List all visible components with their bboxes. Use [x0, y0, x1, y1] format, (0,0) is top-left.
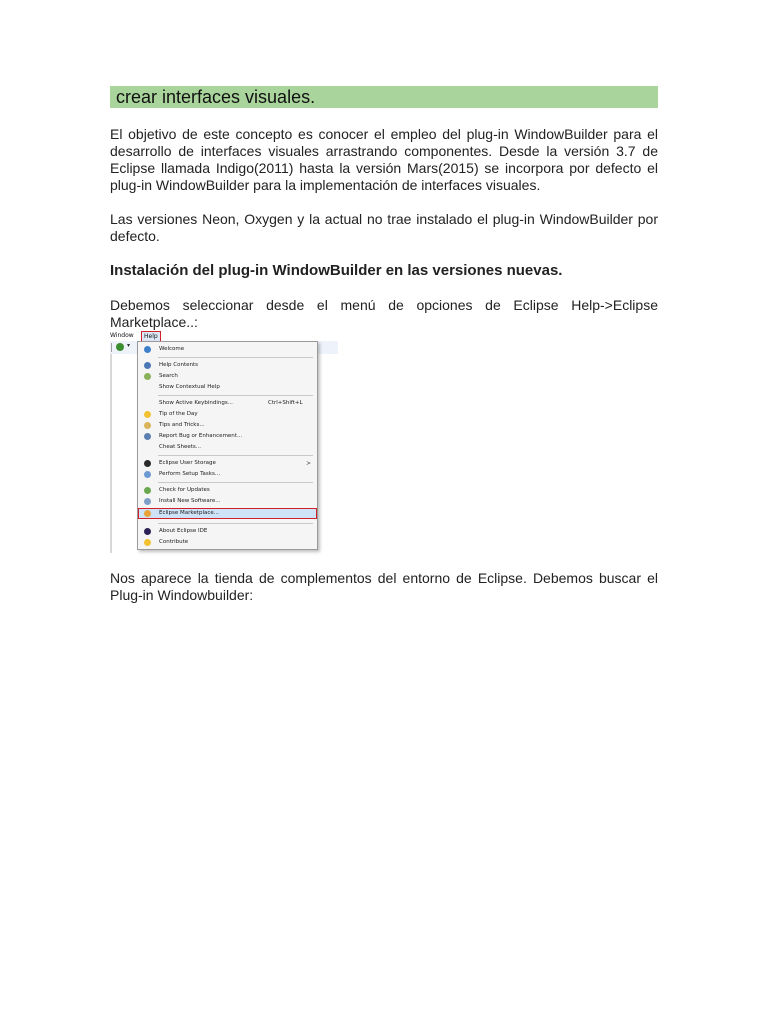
eclipse-icon [144, 528, 151, 535]
setup-tasks-icon [144, 471, 151, 478]
run-icon [116, 343, 124, 351]
section-heading-bar [110, 86, 658, 108]
menu-item-label: Eclipse Marketplace... [159, 510, 219, 516]
menu-window: Window [110, 332, 134, 339]
menu-item-contextual-help [138, 382, 317, 393]
menu-item-search [138, 371, 317, 382]
menu-separator [158, 455, 313, 456]
menu-item-label: Tip of the Day [159, 411, 198, 417]
star-icon [144, 539, 151, 546]
menu-item-tips-tricks [138, 420, 317, 431]
menu-item-contribute [138, 537, 317, 548]
installation-subheading: Instalación del plug-in WindowBuilder en las versiones nuevas. [110, 262, 563, 279]
menu-item-label: Tips and Tricks... [159, 422, 205, 428]
menu-item-tip-of-day [138, 409, 317, 420]
menu-item-label: Show Contextual Help [159, 384, 220, 390]
editor-edge [110, 354, 112, 553]
welcome-icon [144, 346, 151, 353]
menu-item-label: Contribute [159, 539, 189, 545]
section-heading: crear interfaces visuales. [116, 87, 316, 107]
eclipse-help-menu-screenshot [110, 331, 338, 553]
marketplace-paragraph: Nos aparece la tienda de complementos del entorno de Eclipse. Debemos buscar el Plug-in Windowbuilder: [110, 570, 658, 603]
chevron-right-icon: > [306, 460, 312, 467]
menu-separator [158, 357, 313, 358]
menu-item-label: Cheat Sheets... [159, 444, 201, 450]
tips-icon [144, 422, 151, 429]
menu-item-label: Help Contents [159, 362, 199, 368]
menu-item-label: Install New Software... [159, 498, 221, 504]
intro-paragraph: El objetivo de este concepto es conocer el empleo del plug-in WindowBuilder para el desarrollo de interfaces visuales arrastrando componentes. Desde la versión 3.7 de Eclipse llamada Indigo(2011) hasta la versión Mars(2015) se incorpora por defecto el plug-in WindowBuilder para la implementación de interfaces visuales. [110, 126, 658, 193]
versions-paragraph: Las versiones Neon, Oxygen y la actual no trae instalado el plug-in WindowBuilder por defecto. [110, 211, 658, 244]
chevron-down-icon: ▾ [127, 342, 131, 349]
menu-separator [158, 395, 313, 396]
menu-item-label: Perform Setup Tasks... [159, 471, 221, 477]
bug-icon [144, 433, 151, 440]
marketplace-icon [144, 510, 151, 517]
menu-item-help-contents [138, 360, 317, 371]
search-icon [144, 373, 151, 380]
menu-item-label: Report Bug or Enhancement... [159, 433, 243, 439]
menu-item-cheat-sheets [138, 442, 317, 453]
menu-item-eclipse-marketplace [138, 508, 317, 519]
menu-item-welcome [138, 344, 317, 355]
menu-item-install-software [138, 496, 317, 507]
menu-separator [158, 482, 313, 483]
menu-item-check-updates [138, 485, 317, 496]
menu-separator [158, 523, 313, 524]
help-menu-dropdown [137, 341, 318, 550]
help-contents-icon [144, 362, 151, 369]
menu-item-label: Welcome [159, 346, 185, 352]
menu-item-setup-tasks [138, 469, 317, 480]
updates-icon [144, 487, 151, 494]
menu-item-report-bug [138, 431, 317, 442]
menu-item-user-storage [138, 458, 317, 469]
menu-item-label: Check for Updates [159, 487, 210, 493]
menu-item-label: Show Active Keybindings... [159, 400, 233, 406]
menu-item-label: Search [159, 373, 178, 379]
toolbar-separator [111, 343, 112, 352]
menu-help: Help [141, 331, 161, 342]
menu-item-about-eclipse [138, 526, 317, 537]
menu-item-label: Eclipse User Storage [159, 460, 216, 466]
user-storage-icon [144, 460, 151, 467]
menu-item-shortcut: Ctrl+Shift+L [268, 400, 303, 406]
screenshot-menubar [110, 331, 338, 341]
menu-item-keybindings [138, 398, 317, 409]
install-icon [144, 498, 151, 505]
menu-instruction-paragraph: Debemos seleccionar desde el menú de opciones de Eclipse Help->Eclipse Marketplace..: [110, 297, 658, 330]
menu-item-label: About Eclipse IDE [159, 528, 208, 534]
lightbulb-icon [144, 411, 151, 418]
